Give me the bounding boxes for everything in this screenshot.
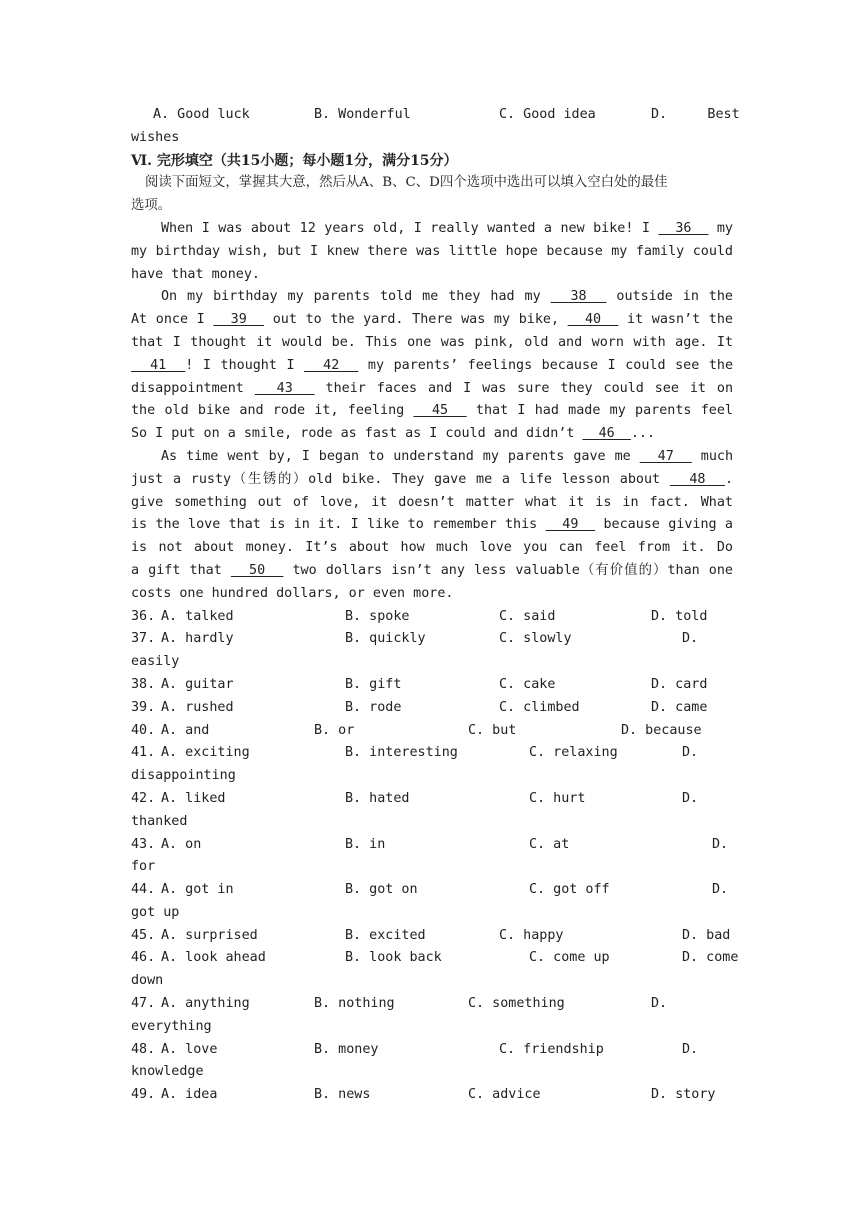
question-row [131, 1084, 733, 1107]
option-c: C. at [529, 836, 570, 852]
option-d: D. [712, 836, 729, 852]
option-a: A. anything [161, 996, 250, 1012]
question-row [131, 947, 739, 970]
blank-40: 40 [567, 312, 619, 328]
question-row [131, 925, 733, 948]
question-row [131, 628, 733, 651]
option-c: C. cake [499, 676, 556, 692]
passage-line: a gift that 50 two dollars isn’t any less valuable（有价值的）than one [131, 562, 733, 578]
question-number: 37. [131, 631, 156, 647]
passage-line: disappointment 43 their faces and I was sure they could see it on [131, 380, 733, 396]
blank-36: 36 [658, 220, 709, 236]
option-d: D. [651, 996, 668, 1012]
option-d: D. [682, 790, 699, 806]
passage-line: When I was about 12 years old, I really wanted a new bike! I 36 my [161, 220, 733, 236]
question-number: 43. [131, 836, 156, 852]
question-row [131, 606, 733, 629]
option-d: D. because [621, 722, 702, 738]
option-wrap: everything [131, 1018, 212, 1034]
question-row [131, 1039, 733, 1062]
option-c: C. advice [468, 1087, 541, 1103]
passage-line: is the love that is in it. I like to remember this 49 because giving a [131, 517, 733, 533]
option-b: B. Wonderful [314, 107, 411, 122]
question-row [131, 788, 733, 811]
previous-question-options [131, 104, 740, 127]
question-number: 39. [131, 699, 156, 715]
cloze-passage [131, 218, 733, 606]
option-wrap: easily [131, 654, 180, 670]
question-number: 45. [131, 927, 156, 943]
option-a: A. exciting [161, 745, 250, 761]
option-a: A. guitar [161, 676, 234, 692]
blank-38: 38 [550, 289, 607, 305]
option-a: A. talked [161, 608, 234, 624]
blank-42: 42 [304, 357, 359, 373]
option-b: B. news [314, 1087, 371, 1103]
question-row [131, 720, 733, 743]
option-wrap: got up [131, 904, 180, 920]
option-wrap: disappointing [131, 768, 236, 784]
instruction-line: 选项。 [131, 198, 172, 214]
question-number: 44. [131, 882, 156, 898]
option-b: B. gift [345, 676, 402, 692]
question-number: 42. [131, 790, 156, 806]
passage-line: costs one hundred dollars, or even more. [131, 585, 454, 601]
option-d: D. came [651, 699, 708, 715]
option-a: A. love [161, 1041, 218, 1057]
option-a: A. rushed [161, 699, 234, 715]
question-number: 49. [131, 1087, 156, 1103]
passage-line: So I put on a smile, rode as fast as I could and didn’t 46 ... [131, 426, 656, 442]
passage-line: that I thought it would be. This one was pink, old and worn with age. It [131, 334, 733, 350]
blank-39: 39 [213, 312, 265, 328]
blank-41: 41 [131, 357, 186, 373]
option-a: A. Good luck [153, 107, 250, 122]
option-d: D. [682, 631, 699, 647]
option-c: C. happy [499, 927, 564, 943]
option-d: D. [682, 745, 699, 761]
option-b: B. money [314, 1041, 379, 1057]
option-wrap: knowledge [131, 1064, 204, 1080]
option-c: C. friendship [499, 1041, 604, 1057]
blank-47: 47 [639, 448, 692, 464]
question-number: 40. [131, 722, 156, 738]
blank-43: 43 [254, 380, 315, 396]
question-number: 46. [131, 950, 156, 966]
option-c: C. hurt [529, 790, 586, 806]
question-number: 36. [131, 608, 156, 624]
instruction-line: 阅读下面短文，掌握其大意，然后从A、B、C、D四个选项中选出可以填入空白处的最佳 [145, 175, 668, 191]
passage-line: my birthday wish, but I knew there was little hope because my family could [131, 243, 733, 259]
option-b: B. in [345, 836, 386, 852]
question-number: 48. [131, 1041, 156, 1057]
option-d: D. bad [682, 927, 731, 943]
option-c: C. something [468, 996, 565, 1012]
document-page [131, 104, 740, 1107]
passage-line: just a rusty（生锈的）old bike. They gave me a life lesson about 48 . [131, 471, 733, 487]
option-wrap: wishes [131, 129, 180, 145]
question-row [131, 674, 733, 697]
question-number: 41. [131, 745, 156, 761]
option-a: A. liked [161, 790, 226, 806]
option-c: C. come up [529, 950, 610, 966]
option-c: C. got off [529, 882, 610, 898]
option-d: D. come [682, 950, 739, 966]
blank-49: 49 [545, 517, 596, 533]
option-a: A. on [161, 836, 202, 852]
option-c: C. slowly [499, 631, 572, 647]
option-a: A. look ahead [161, 950, 266, 966]
option-d: D. card [651, 676, 708, 692]
blank-45: 45 [413, 403, 467, 419]
option-b: B. got on [345, 882, 418, 898]
question-list [131, 606, 739, 1108]
option-wrap: thanked [131, 813, 188, 829]
passage-line: As time went by, I began to understand my parents gave me 47 much [161, 448, 733, 464]
passage-line: At once I 39 out to the yard. There was my bike, 40 it wasn’t the [131, 312, 733, 328]
option-b: B. quickly [345, 631, 426, 647]
option-c: C. but [468, 722, 517, 738]
option-a: A. got in [161, 882, 234, 898]
passage-line: have that money. [131, 266, 260, 282]
option-c: C. Good idea [499, 107, 596, 122]
option-d: D. told [651, 608, 708, 624]
passage-line: give something out of love, it doesn’t matter what it is in fact. What [131, 494, 733, 510]
question-row [131, 993, 733, 1016]
question-row [131, 697, 733, 720]
passage-line: 41 ! I thought I 42 my parents’ feelings because I could see the [131, 357, 733, 373]
question-number: 47. [131, 996, 156, 1012]
question-row [131, 879, 733, 902]
blank-48: 48 [669, 471, 725, 487]
option-c: C. relaxing [529, 745, 618, 761]
option-wrap: for [131, 859, 156, 875]
option-a: A. and [161, 722, 210, 738]
option-b: B. rode [345, 699, 402, 715]
blank-46: 46 [582, 426, 631, 442]
option-d: D. [682, 1041, 699, 1057]
option-b: B. excited [345, 927, 426, 943]
option-d: D. Best [651, 107, 740, 122]
option-b: B. spoke [345, 608, 410, 624]
option-c: C. said [499, 608, 556, 624]
option-a: A. surprised [161, 927, 258, 943]
section-heading: Ⅵ. 完形填空（共15小题；每小题1分，满分15分） [131, 152, 458, 169]
option-d: D. story [651, 1087, 716, 1103]
option-wrap: down [131, 973, 164, 989]
passage-line: is not about money. It’s about how much love you can feel from it. Do [131, 540, 733, 556]
option-b: B. nothing [314, 996, 395, 1012]
option-b: B. hated [345, 790, 410, 806]
option-d: D. [712, 882, 729, 898]
option-c: C. climbed [499, 699, 580, 715]
option-a: A. idea [161, 1087, 218, 1103]
option-b: B. look back [345, 950, 442, 966]
blank-50: 50 [230, 562, 284, 578]
option-a: A. hardly [161, 631, 234, 647]
option-b: B. or [314, 722, 355, 738]
passage-line: the old bike and rode it, feeling 45 that I had made my parents feel [131, 403, 733, 419]
question-number: 38. [131, 676, 156, 692]
option-b: B. interesting [345, 745, 458, 761]
question-row [131, 834, 733, 857]
question-row [131, 742, 733, 765]
passage-line: On my birthday my parents told me they had my 38 outside in the [161, 289, 733, 305]
